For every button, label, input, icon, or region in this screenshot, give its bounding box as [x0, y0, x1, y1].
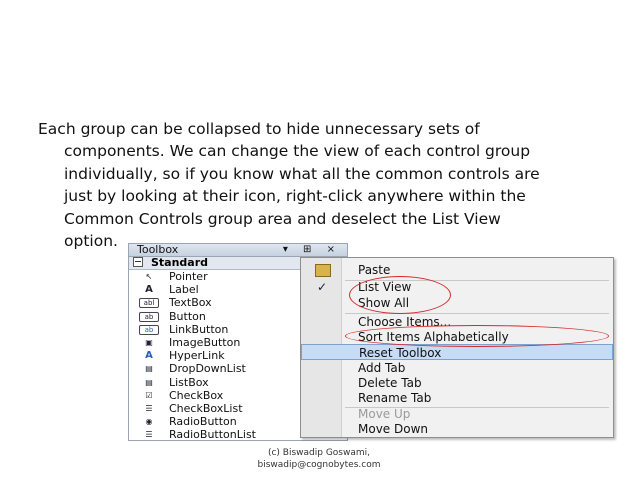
menu-item-label: Choose Items...	[358, 315, 452, 329]
collapse-icon[interactable]	[133, 257, 143, 267]
context-menu	[300, 257, 614, 438]
menu-item-label: Sort Items Alphabetically	[358, 330, 509, 344]
menu-item-label: Paste	[358, 263, 391, 277]
menu-item-list-view[interactable]	[301, 279, 613, 295]
menu-item-label: Reset Toolbox	[359, 346, 442, 360]
group-label: Standard	[151, 256, 209, 269]
body-line: Common Controls group area and deselect the List View	[64, 209, 501, 228]
dropdownlist-icon: ▤	[145, 364, 153, 374]
toolbox-title: Toolbox	[137, 243, 179, 256]
toolbox-item-label: HyperLink	[169, 349, 225, 363]
menu-item-label: Add Tab	[358, 361, 406, 375]
hyperlink-icon: A	[145, 350, 153, 362]
toolbox-item-label: RadioButton	[169, 415, 237, 429]
menu-item-label: Rename Tab	[358, 391, 432, 405]
toolbox-item-label: CheckBoxList	[169, 401, 243, 415]
pointer-icon: ↖	[145, 272, 153, 281]
annotation-ellipse	[345, 325, 609, 347]
toolbox-window-controls[interactable]: ▾ ⊞ ×	[282, 244, 341, 255]
menu-item-move-down[interactable]	[301, 421, 613, 437]
menu-item-label: Move Down	[358, 422, 428, 436]
toolbox-item-label: DropDownList	[169, 362, 246, 376]
menu-item-paste[interactable]	[301, 262, 613, 278]
menu-item-move-up	[301, 406, 613, 422]
menu-item-label: Show All	[358, 296, 410, 310]
toolbox-item-label: Pointer	[169, 270, 208, 283]
menu-item-label: Delete Tab	[358, 376, 422, 390]
listbox-icon: ▤	[145, 377, 153, 387]
body-line: Each group can be collapsed to hide unnecessary sets of	[38, 120, 480, 138]
label-icon: A	[145, 284, 153, 296]
body-line: components. We can change the view of each control group	[64, 142, 531, 161]
checkbox-icon: ☑	[145, 390, 153, 400]
toolbox-item-label: ImageButton	[169, 335, 241, 349]
toolbox-item-label: ListBox	[169, 375, 209, 389]
radiobuttonlist-icon: ☰	[145, 430, 153, 440]
menu-item-rename-tab[interactable]	[301, 390, 613, 406]
footer-email: biswadip@cognobytes.com	[257, 460, 381, 470]
toolbox-item-label: Button	[169, 309, 206, 323]
slide-body-text	[38, 118, 608, 252]
toolbox-item-label: RadioButtonList	[169, 428, 256, 441]
menu-item-delete-tab[interactable]	[301, 375, 613, 391]
toolbox-item-label: LinkButton	[169, 322, 229, 336]
body-line: just by looking at their icon, right-click anywhere within the	[64, 187, 526, 206]
toolbox-item-label: CheckBox	[169, 388, 224, 402]
toolbox-item-label: Label	[169, 283, 199, 297]
body-line: individually, so if you know what all the common controls are	[64, 164, 540, 183]
checkmark-icon: ✓	[317, 280, 328, 294]
menu-item-label: List View	[358, 280, 412, 294]
textbox-icon: abl	[139, 298, 159, 308]
imagebutton-icon: ▣	[145, 337, 153, 347]
body-line: option.	[64, 232, 118, 251]
radiobutton-icon: ◉	[145, 417, 153, 427]
menu-item-label: Move Up	[358, 407, 411, 421]
annotation-ellipse	[349, 276, 451, 314]
linkbutton-icon: ab	[139, 325, 159, 335]
menu-item-add-tab[interactable]	[301, 360, 613, 376]
button-icon: ab	[139, 312, 159, 322]
paste-icon	[315, 264, 331, 277]
footer-copyright: (c) Biswadip Goswami,	[267, 448, 371, 458]
menu-item-show-all[interactable]	[301, 295, 613, 311]
checkboxlist-icon: ☰	[145, 403, 153, 413]
toolbox-item-label: TextBox	[169, 296, 212, 310]
slide-footer	[0, 447, 638, 471]
